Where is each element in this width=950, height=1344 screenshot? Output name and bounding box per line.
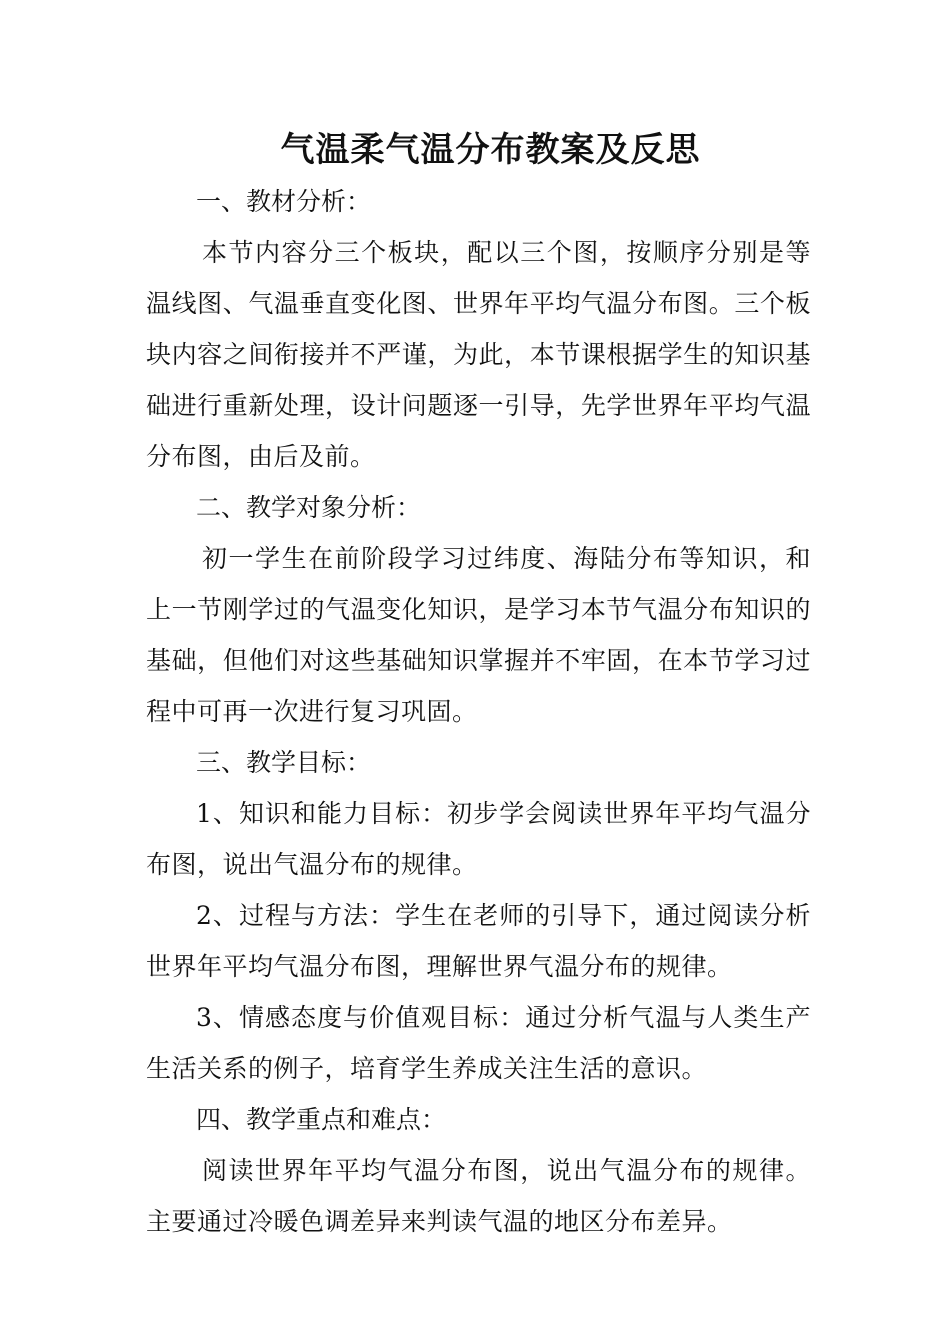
paragraph-goal-process: 2、过程与方法：学生在老师的引导下，通过阅读分析世界年平均气温分布图，理解世界气温分布的规律。 [146, 901, 811, 981]
section-heading-keypoints: 四、教学重点和难点： [196, 1105, 447, 1134]
paragraph-materials: 本节内容分三个板块，配以三个图，按顺序分别是等温线图、气温垂直变化图、世界年平均气温分布图。三个板块内容之间衔接并不严谨，为此，本节课根据学生的知识基础进行重新处理，设计问题逐一引导，先学世界年平均气温分布图，由后及前。 [146, 238, 811, 471]
paragraph-students: 初一学生在前阶段学习过纬度、海陆分布等知识，和上一节刚学过的气温变化知识，是学习本节气温分布知识的基础，但他们对这些基础知识掌握并不牢固，在本节学习过程中可再一次进行复习巩固。 [146, 544, 811, 726]
section-heading-goals: 三、教学目标： [196, 748, 372, 777]
section-heading-students: 二、教学对象分析： [196, 493, 422, 522]
paragraph-goal-attitude: 3、情感态度与价值观目标：通过分析气温与人类生产生活关系的例子，培育学生养成关注生活的意识。 [146, 1003, 811, 1083]
document-page [146, 124, 811, 1247]
paragraph-goal-knowledge: 1、知识和能力目标：初步学会阅读世界年平均气温分布图，说出气温分布的规律。 [146, 799, 811, 879]
paragraph-keypoints: 阅读世界年平均气温分布图，说出气温分布的规律。主要通过冷暖色调差异来判读气温的地区分布差异。 [146, 1156, 811, 1236]
document-title: 气温柔气温分布教案及反思 [280, 130, 701, 170]
section-heading-materials: 一、教材分析： [196, 187, 372, 216]
